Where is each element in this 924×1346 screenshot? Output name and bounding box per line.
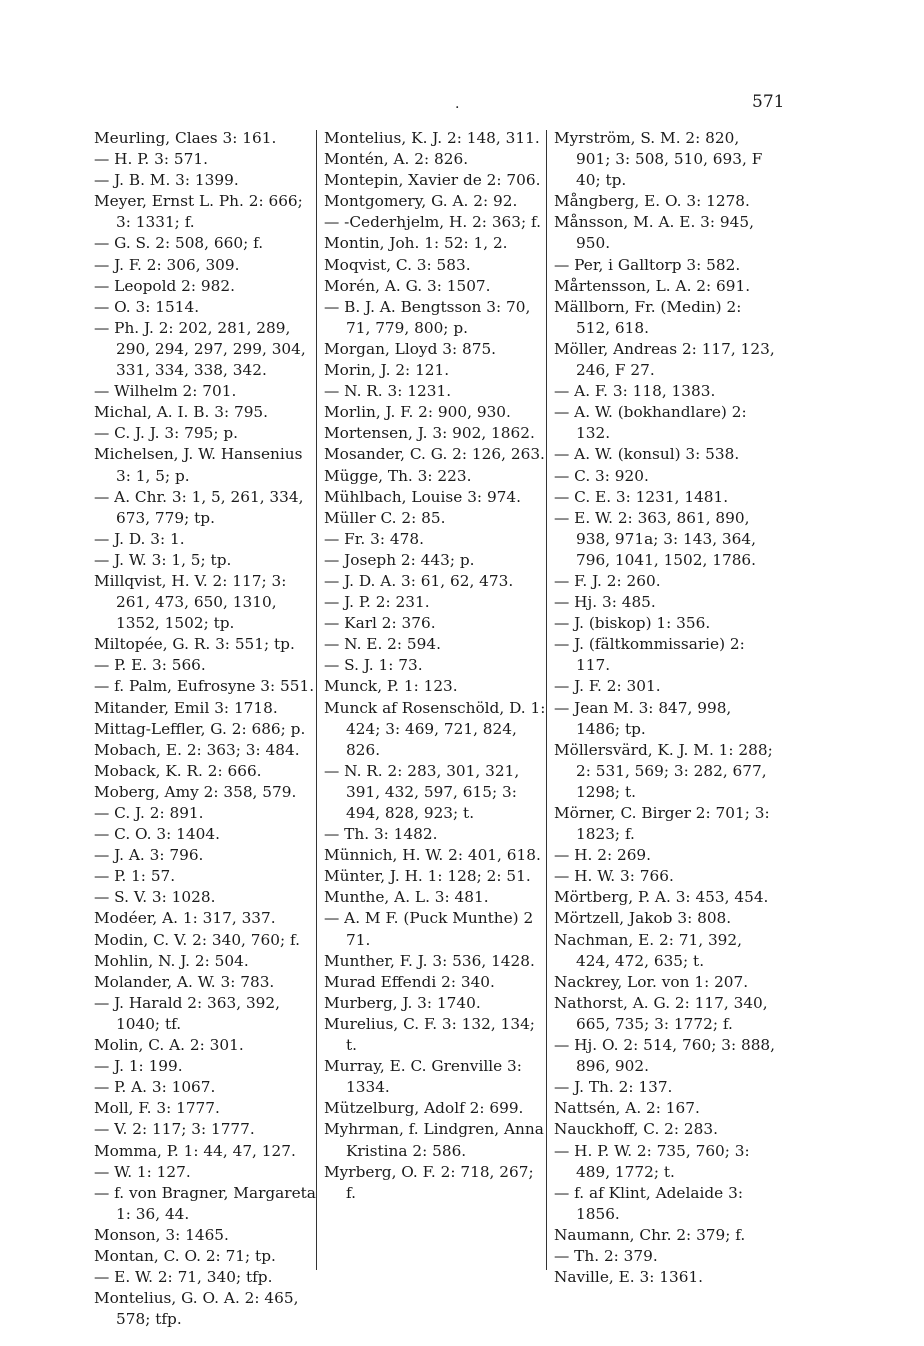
index-entry: Nattsén, A. 2: 167. bbox=[554, 1099, 700, 1118]
index-entry: Modin, C. V. 2: 340, 760; f. bbox=[94, 930, 300, 949]
index-entry: Münter, J. H. 1: 128; 2: 51. bbox=[324, 867, 531, 886]
index-entry: Montin, Joh. 1: 52: 1, 2. bbox=[324, 234, 508, 253]
index-entry: Mügge, Th. 3: 223. bbox=[324, 466, 472, 485]
index-entry: Mortensen, J. 3: 902, 1862. bbox=[324, 424, 535, 443]
index-entry: — B. J. A. Bengtsson 3: 70, 71, 779, 800; p. bbox=[324, 297, 531, 337]
index-entry: — N. E. 2: 594. bbox=[324, 635, 441, 654]
index-entry: — Wilhelm 2: 701. bbox=[94, 382, 237, 401]
index-entry: Naumann, Chr. 2: 379; f. bbox=[554, 1225, 746, 1244]
index-entry: Montgomery, G. A. 2: 92. bbox=[324, 192, 518, 211]
index-entry: — Karl 2: 376. bbox=[324, 614, 436, 633]
index-entry: — N. R. 3: 1231. bbox=[324, 382, 452, 401]
index-entry: Montelius, K. J. 2: 148, 311. bbox=[324, 129, 540, 147]
index-entry: Nauckhoff, C. 2: 283. bbox=[554, 1120, 718, 1139]
index-entry: Munthe, A. L. 3: 481. bbox=[324, 888, 489, 907]
index-entry: Mitander, Emil 3: 1718. bbox=[94, 698, 278, 717]
index-entry: — A. W. (bokhandlare) 2: 132. bbox=[554, 403, 747, 443]
index-entry: — Hj. 3: 485. bbox=[554, 593, 656, 612]
index-entry: — E. W. 2: 71, 340; tfp. bbox=[94, 1268, 273, 1287]
index-entry: Myrström, S. M. 2: 820, 901; 3: 508, 510, 693, F 40; tp. bbox=[554, 129, 763, 190]
index-entry: Mörtberg, P. A. 3: 453, 454. bbox=[554, 888, 769, 907]
page-dot: . bbox=[455, 96, 460, 112]
index-entry: — Joseph 2: 443; p. bbox=[324, 550, 475, 569]
index-entry: Millqvist, H. V. 2: 117; 3: 261, 473, 650, 1310, 1352, 1502; tp. bbox=[94, 571, 287, 633]
index-entry: — P. A. 3: 1067. bbox=[94, 1078, 216, 1097]
index-entry: Morén, A. G. 3: 1507. bbox=[324, 276, 491, 295]
index-entry: Mörtzell, Jakob 3: 808. bbox=[554, 909, 732, 928]
index-entry: Montén, A. 2: 826. bbox=[324, 150, 469, 169]
index-entry: Mällborn, Fr. (Medin) 2: 512, 618. bbox=[554, 297, 742, 337]
index-entry: Moberg, Amy 2: 358, 579. bbox=[94, 782, 297, 801]
page-number: 571 bbox=[752, 92, 785, 112]
index-entry: — Th. 2: 379. bbox=[554, 1246, 658, 1265]
index-entry: Meurling, Claes 3: 161. bbox=[94, 129, 277, 147]
index-entry: — Leopold 2: 982. bbox=[94, 276, 235, 295]
index-entry: — A. Chr. 3: 1, 5, 261, 334, 673, 779; tp. bbox=[94, 487, 304, 527]
index-entry: Murray, E. C. Grenville 3: 1334. bbox=[324, 1057, 522, 1097]
column-rule-2 bbox=[546, 130, 547, 1270]
index-entry: Molander, A. W. 3: 783. bbox=[94, 972, 275, 991]
index-entry: — C. O. 3: 1404. bbox=[94, 825, 220, 844]
index-entry: Myhrman, f. Lindgren, Anna Kristina 2: 586. bbox=[324, 1120, 544, 1160]
index-entry: Nachman, E. 2: 71, 392, 424, 472, 635; t. bbox=[554, 930, 743, 970]
index-entry: Morlin, J. F. 2: 900, 930. bbox=[324, 403, 511, 422]
index-entry: Mårtensson, L. A. 2: 691. bbox=[554, 276, 751, 295]
index-entry: — F. J. 2: 260. bbox=[554, 571, 661, 590]
index-entry: — O. 3: 1514. bbox=[94, 297, 200, 316]
index-entry: — J. 1: 199. bbox=[94, 1057, 183, 1076]
index-entry: Müller C. 2: 85. bbox=[324, 508, 446, 527]
index-entry: Mittag-Leffler, G. 2: 686; p. bbox=[94, 719, 306, 738]
index-entry: Mützelburg, Adolf 2: 699. bbox=[324, 1099, 524, 1118]
index-entry: Murberg, J. 3: 1740. bbox=[324, 993, 481, 1012]
index-entry: — S. J. 1: 73. bbox=[324, 656, 423, 675]
index-entry: Montepin, Xavier de 2: 706. bbox=[324, 171, 541, 190]
index-entry: Montan, C. O. 2: 71; tp. bbox=[94, 1246, 276, 1265]
index-entry: Michal, A. I. B. 3: 795. bbox=[94, 403, 269, 422]
index-entry: — Hj. O. 2: 514, 760; 3: 888, 896, 902. bbox=[554, 1036, 776, 1076]
index-entry: — Th. 3: 1482. bbox=[324, 825, 438, 844]
index-entry: Månsson, M. A. E. 3: 945, 950. bbox=[554, 213, 754, 253]
index-entry: — G. S. 2: 508, 660; f. bbox=[94, 234, 264, 253]
index-entry: — H. 2: 269. bbox=[554, 846, 652, 865]
index-entry: Nathorst, A. G. 2: 117, 340, 665, 735; 3: 1772; f. bbox=[554, 993, 768, 1033]
index-entry: Meyer, Ernst L. Ph. 2: 666; 3: 1331; f. bbox=[94, 192, 303, 232]
index-entry: Michelsen, J. W. Hansenius 3: 1, 5; p. bbox=[94, 445, 303, 485]
index-entry: — -Cederhjelm, H. 2: 363; f. bbox=[324, 213, 542, 232]
index-entry: — J. (fältkommissarie) 2: 117. bbox=[554, 635, 745, 675]
index-entry: Murelius, C. F. 3: 132, 134; t. bbox=[324, 1014, 535, 1055]
index-entry: Mühlbach, Louise 3: 974. bbox=[324, 487, 521, 506]
index-entry: — P. 1: 57. bbox=[94, 867, 176, 886]
index-entry: Monson, 3: 1465. bbox=[94, 1225, 229, 1244]
index-entry: — A. W. (konsul) 3: 538. bbox=[554, 445, 740, 464]
index-entry: — A. F. 3: 118, 1383. bbox=[554, 382, 716, 401]
index-entry: Mångberg, E. O. 3: 1278. bbox=[554, 192, 750, 211]
index-entry: Naville, E. 3: 1361. bbox=[554, 1268, 704, 1287]
index-entry: — H. P. 3: 571. bbox=[94, 150, 208, 169]
index-entry: Morin, J. 2: 121. bbox=[324, 361, 450, 380]
index-entry: Mosander, C. G. 2: 126, 263. bbox=[324, 445, 545, 464]
index-entry: Mörner, C. Birger 2: 701; 3: 1823; f. bbox=[554, 804, 770, 844]
index-entry: Münnich, H. W. 2: 401, 618. bbox=[324, 846, 541, 865]
index-entry: Modéer, A. 1: 317, 337. bbox=[94, 909, 276, 928]
index-entry: — Per, i Galltorp 3: 582. bbox=[554, 255, 741, 274]
index-entry: — A. M F. (Puck Munthe) 2 71. bbox=[324, 909, 534, 949]
index-entry: — P. E. 3: 566. bbox=[94, 656, 206, 675]
index-entry: — J. D. A. 3: 61, 62, 473. bbox=[324, 571, 514, 590]
index-entry: — C. 3: 920. bbox=[554, 466, 649, 485]
index-entry: — N. R. 2: 283, 301, 321, 391, 432, 597, 615; 3: 494, 828, 923; t. bbox=[324, 761, 520, 822]
index-entry: — H. W. 3: 766. bbox=[554, 867, 674, 886]
index-column-1 bbox=[94, 128, 316, 1330]
index-entry: Möller, Andreas 2: 117, 123, 246, F 27. bbox=[554, 339, 775, 380]
index-column-3 bbox=[554, 128, 776, 1288]
index-entry: Mobach, E. 2: 363; 3: 484. bbox=[94, 740, 300, 759]
index-entry: Montelius, G. O. A. 2: 465, 578; tfp. bbox=[94, 1289, 299, 1329]
index-entry: Munck af Rosenschöld, D. 1: 424; 3: 469, 721, 824, 826. bbox=[324, 698, 546, 759]
index-entry: — Ph. J. 2: 202, 281, 289, 290, 294, 297, 299, 304, 331, 334, 338, 342. bbox=[94, 318, 306, 380]
index-entry: — J. F. 2: 306, 309. bbox=[94, 255, 240, 274]
column-rule-1 bbox=[316, 130, 317, 1270]
index-entry: Möllersvärd, K. J. M. 1: 288; 2: 531, 569; 3: 282, 677, 1298; t. bbox=[554, 740, 773, 801]
index-entry: — J. W. 3: 1, 5; tp. bbox=[94, 550, 232, 569]
index-entry: — W. 1: 127. bbox=[94, 1162, 191, 1181]
index-entry: Munck, P. 1: 123. bbox=[324, 677, 458, 696]
index-entry: — Jean M. 3: 847, 998, 1486; tp. bbox=[554, 698, 732, 738]
index-column-2 bbox=[324, 128, 546, 1204]
index-entry: — J. F. 2: 301. bbox=[554, 677, 661, 696]
index-entry: — J. A. 3: 796. bbox=[94, 846, 204, 865]
index-entry: — Fr. 3: 478. bbox=[324, 529, 424, 548]
index-entry: Moback, K. R. 2: 666. bbox=[94, 761, 262, 780]
index-entry: Myrberg, O. F. 2: 718, 267; f. bbox=[324, 1162, 534, 1202]
index-entry: — J. Harald 2: 363, 392, 1040; tf. bbox=[94, 993, 280, 1033]
index-entry: — J. D. 3: 1. bbox=[94, 529, 185, 548]
index-entry: Nackrey, Lor. von 1: 207. bbox=[554, 972, 749, 991]
index-entry: — S. V. 3: 1028. bbox=[94, 888, 216, 907]
index-entry: — V. 2: 117; 3: 1777. bbox=[94, 1120, 255, 1139]
index-entry: — C. J. 2: 891. bbox=[94, 804, 204, 822]
index-entry: Murad Effendi 2: 340. bbox=[324, 972, 495, 991]
index-entry: — f. Palm, Eufrosyne 3: 551. bbox=[94, 677, 315, 696]
index-entry: Moll, F. 3: 1777. bbox=[94, 1099, 220, 1118]
index-entry: — f. af Klint, Adelaide 3: 1856. bbox=[554, 1183, 743, 1223]
index-entry: — C. J. J. 3: 795; p. bbox=[94, 424, 238, 443]
index-entry: — J. B. M. 3: 1399. bbox=[94, 171, 239, 190]
index-entry: — J. P. 2: 231. bbox=[324, 593, 430, 612]
index-entry: Morgan, Lloyd 3: 875. bbox=[324, 339, 497, 358]
index-entry: Miltopée, G. R. 3: 551; tp. bbox=[94, 635, 295, 654]
index-entry: — f. von Bragner, Margareta 1: 36, 44. bbox=[94, 1183, 316, 1223]
index-entry: — J. Th. 2: 137. bbox=[554, 1078, 673, 1097]
index-entry: Mohlin, N. J. 2: 504. bbox=[94, 951, 249, 970]
index-entry: Munther, F. J. 3: 536, 1428. bbox=[324, 951, 535, 970]
index-entry: — E. W. 2: 363, 861, 890, 938, 971a; 3: 143, 364, 796, 1041, 1502, 1786. bbox=[554, 508, 757, 569]
index-entry: — C. E. 3: 1231, 1481. bbox=[554, 487, 729, 506]
index-entry: — J. (biskop) 1: 356. bbox=[554, 614, 711, 633]
index-entry: Moqvist, C. 3: 583. bbox=[324, 255, 471, 274]
index-entry: Momma, P. 1: 44, 47, 127. bbox=[94, 1141, 296, 1160]
index-entry: — H. P. W. 2: 735, 760; 3: 489, 1772; t. bbox=[554, 1141, 750, 1181]
index-entry: Molin, C. A. 2: 301. bbox=[94, 1036, 244, 1055]
